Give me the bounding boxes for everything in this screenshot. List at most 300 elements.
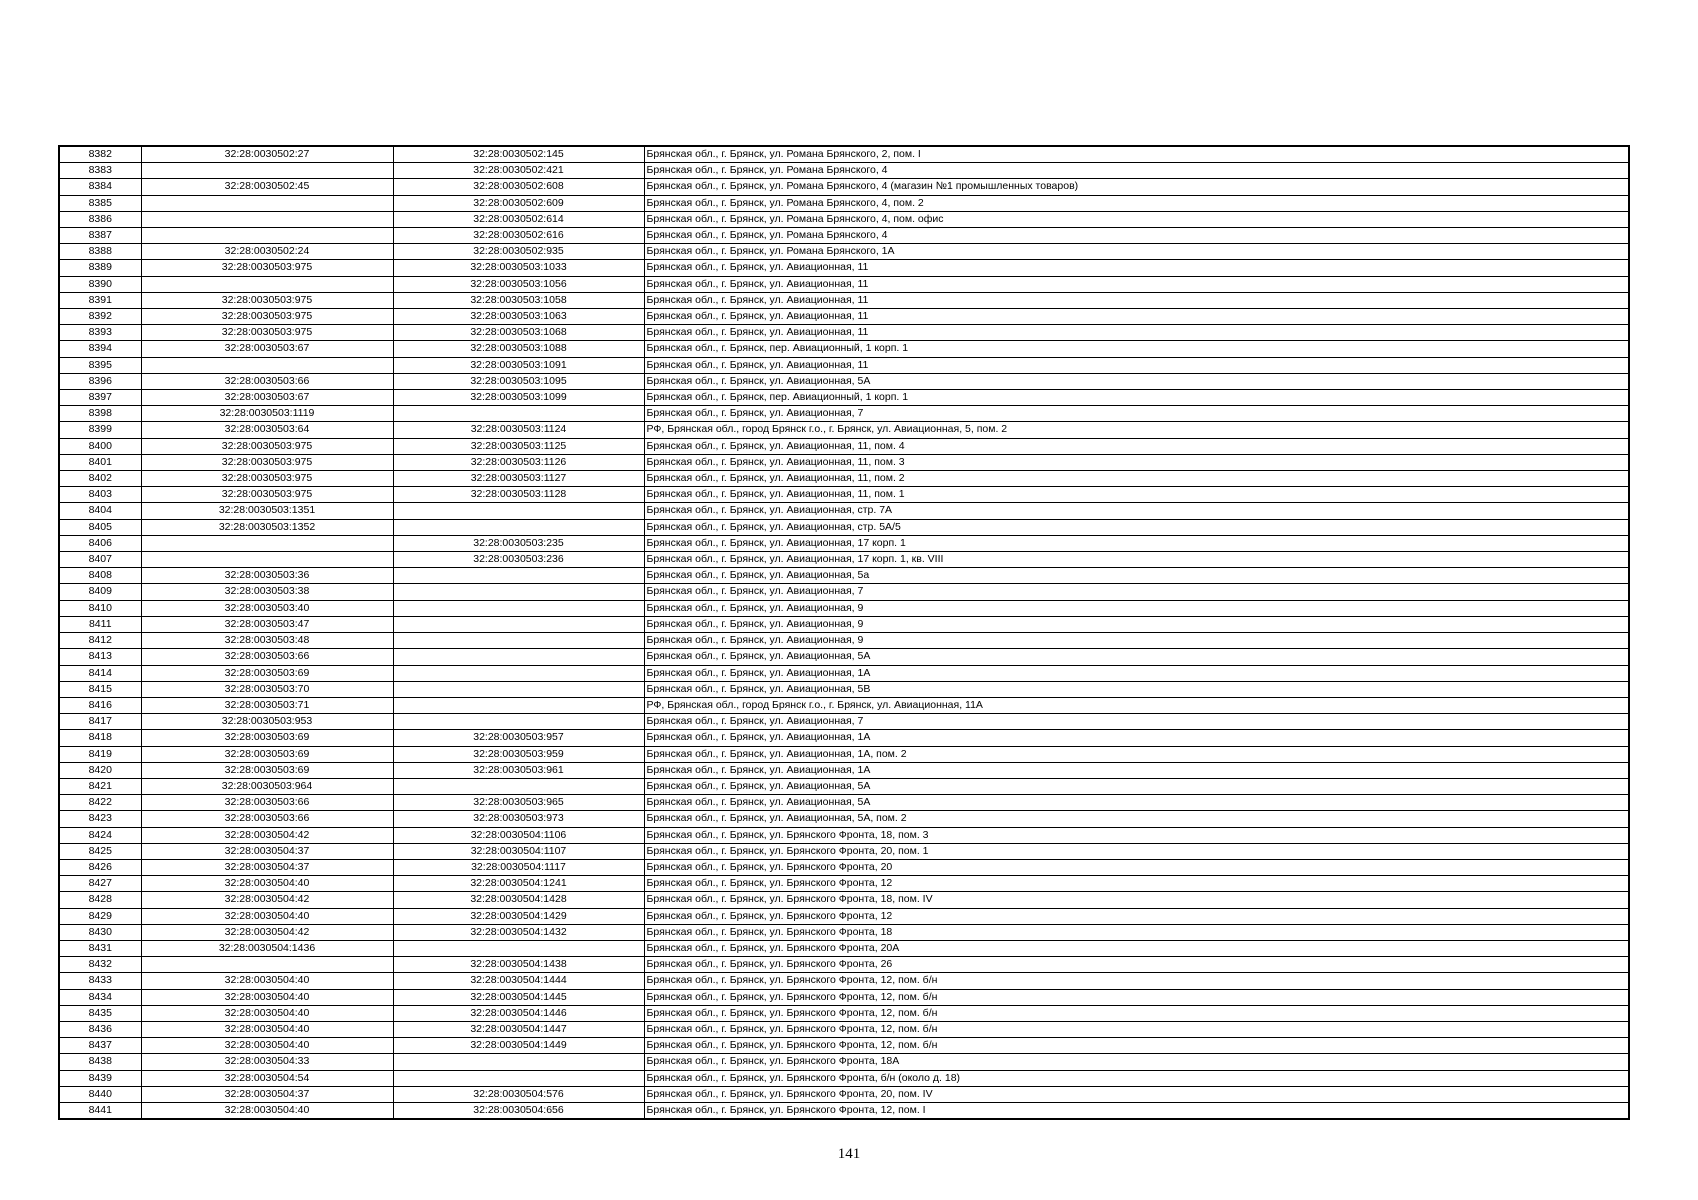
- row-number-cell: 8441: [59, 1102, 141, 1119]
- table-row: [59, 940, 1629, 956]
- row-number-cell: 8396: [59, 373, 141, 389]
- object-cadastral-number-cell: 32:28:0030503:1124: [393, 422, 644, 438]
- address-cell: Брянская обл., г. Брянск, ул. Авиационная, 1А: [644, 665, 1629, 681]
- land-cadastral-number-cell: 32:28:0030503:67: [141, 390, 393, 406]
- row-number-cell: 8405: [59, 519, 141, 535]
- row-number-cell: 8384: [59, 179, 141, 195]
- registry-sheet: [58, 145, 1628, 1120]
- land-cadastral-number-cell: 32:28:0030503:69: [141, 730, 393, 746]
- row-number-cell: 8410: [59, 600, 141, 616]
- land-cadastral-number-cell: 32:28:0030504:40: [141, 989, 393, 1005]
- row-number-cell: 8433: [59, 973, 141, 989]
- address-cell: Брянская обл., г. Брянск, ул. Авиационная, 11, пом. 2: [644, 471, 1629, 487]
- object-cadastral-number-cell: [393, 568, 644, 584]
- land-cadastral-number-cell: 32:28:0030504:1436: [141, 940, 393, 956]
- address-cell: Брянская обл., г. Брянск, ул. Романа Брянского, 1А: [644, 244, 1629, 260]
- address-cell: Брянская обл., г. Брянск, ул. Брянского Фронта, 18, пом. 3: [644, 827, 1629, 843]
- row-number-cell: 8392: [59, 309, 141, 325]
- object-cadastral-number-cell: [393, 940, 644, 956]
- table-row: [59, 957, 1629, 973]
- object-cadastral-number-cell: 32:28:0030503:1033: [393, 260, 644, 276]
- land-cadastral-number-cell: [141, 535, 393, 551]
- object-cadastral-number-cell: [393, 503, 644, 519]
- row-number-cell: 8391: [59, 292, 141, 308]
- land-cadastral-number-cell: 32:28:0030502:27: [141, 146, 393, 163]
- object-cadastral-number-cell: 32:28:0030504:1447: [393, 1021, 644, 1037]
- table-row: [59, 843, 1629, 859]
- table-row: [59, 1038, 1629, 1054]
- address-cell: Брянская обл., г. Брянск, ул. Авиационная, 11: [644, 325, 1629, 341]
- table-row: [59, 276, 1629, 292]
- table-row: [59, 924, 1629, 940]
- row-number-cell: 8388: [59, 244, 141, 260]
- row-number-cell: 8438: [59, 1054, 141, 1070]
- land-cadastral-number-cell: 32:28:0030503:71: [141, 697, 393, 713]
- address-cell: Брянская обл., г. Брянск, ул. Авиационная, 11: [644, 292, 1629, 308]
- address-cell: Брянская обл., г. Брянск, ул. Авиационная, 9: [644, 616, 1629, 632]
- table-row: [59, 211, 1629, 227]
- row-number-cell: 8394: [59, 341, 141, 357]
- object-cadastral-number-cell: 32:28:0030503:961: [393, 762, 644, 778]
- object-cadastral-number-cell: 32:28:0030504:1106: [393, 827, 644, 843]
- table-row: [59, 1021, 1629, 1037]
- row-number-cell: 8408: [59, 568, 141, 584]
- table-row: [59, 568, 1629, 584]
- table-row: [59, 179, 1629, 195]
- row-number-cell: 8432: [59, 957, 141, 973]
- address-cell: Брянская обл., г. Брянск, ул. Романа Брянского, 4 (магазин №1 промышленных товаров): [644, 179, 1629, 195]
- table-row: [59, 260, 1629, 276]
- land-cadastral-number-cell: 32:28:0030503:975: [141, 260, 393, 276]
- land-cadastral-number-cell: 32:28:0030503:70: [141, 681, 393, 697]
- address-cell: Брянская обл., г. Брянск, ул. Брянского Фронта, 12, пом. б/н: [644, 989, 1629, 1005]
- land-cadastral-number-cell: [141, 552, 393, 568]
- table-row: [59, 859, 1629, 875]
- table-row: [59, 390, 1629, 406]
- object-cadastral-number-cell: [393, 600, 644, 616]
- land-cadastral-number-cell: 32:28:0030503:66: [141, 795, 393, 811]
- address-cell: Брянская обл., г. Брянск, ул. Авиационная, 11: [644, 260, 1629, 276]
- object-cadastral-number-cell: 32:28:0030503:235: [393, 535, 644, 551]
- address-cell: Брянская обл., г. Брянск, ул. Романа Брянского, 4, пом. офис: [644, 211, 1629, 227]
- row-number-cell: 8383: [59, 163, 141, 179]
- object-cadastral-number-cell: 32:28:0030503:1095: [393, 373, 644, 389]
- land-cadastral-number-cell: 32:28:0030504:42: [141, 827, 393, 843]
- land-cadastral-number-cell: 32:28:0030503:975: [141, 487, 393, 503]
- table-row: [59, 584, 1629, 600]
- land-cadastral-number-cell: 32:28:0030503:47: [141, 616, 393, 632]
- table-row: [59, 503, 1629, 519]
- object-cadastral-number-cell: 32:28:0030504:1432: [393, 924, 644, 940]
- row-number-cell: 8403: [59, 487, 141, 503]
- row-number-cell: 8427: [59, 876, 141, 892]
- object-cadastral-number-cell: 32:28:0030503:1127: [393, 471, 644, 487]
- object-cadastral-number-cell: 32:28:0030503:1125: [393, 438, 644, 454]
- row-number-cell: 8431: [59, 940, 141, 956]
- row-number-cell: 8439: [59, 1070, 141, 1086]
- address-cell: Брянская обл., г. Брянск, ул. Авиационная, 5А: [644, 649, 1629, 665]
- address-cell: Брянская обл., г. Брянск, ул. Авиационная, стр. 5А/5: [644, 519, 1629, 535]
- row-number-cell: 8425: [59, 843, 141, 859]
- land-cadastral-number-cell: [141, 211, 393, 227]
- land-cadastral-number-cell: 32:28:0030504:40: [141, 908, 393, 924]
- table-row: [59, 519, 1629, 535]
- land-cadastral-number-cell: 32:28:0030504:42: [141, 924, 393, 940]
- object-cadastral-number-cell: 32:28:0030503:236: [393, 552, 644, 568]
- address-cell: Брянская обл., г. Брянск, ул. Авиационная, 9: [644, 633, 1629, 649]
- land-cadastral-number-cell: 32:28:0030503:69: [141, 746, 393, 762]
- row-number-cell: 8411: [59, 616, 141, 632]
- object-cadastral-number-cell: 32:28:0030504:1429: [393, 908, 644, 924]
- object-cadastral-number-cell: [393, 633, 644, 649]
- row-number-cell: 8417: [59, 714, 141, 730]
- row-number-cell: 8436: [59, 1021, 141, 1037]
- land-cadastral-number-cell: 32:28:0030503:66: [141, 811, 393, 827]
- object-cadastral-number-cell: 32:28:0030502:614: [393, 211, 644, 227]
- row-number-cell: 8423: [59, 811, 141, 827]
- row-number-cell: 8418: [59, 730, 141, 746]
- address-cell: Брянская обл., г. Брянск, ул. Авиационная, 11: [644, 276, 1629, 292]
- address-cell: Брянская обл., г. Брянск, ул. Авиационная, 17 корп. 1: [644, 535, 1629, 551]
- address-cell: Брянская обл., г. Брянск, ул. Авиационная, 5А: [644, 778, 1629, 794]
- row-number-cell: 8428: [59, 892, 141, 908]
- object-cadastral-number-cell: [393, 519, 644, 535]
- land-cadastral-number-cell: 32:28:0030504:37: [141, 843, 393, 859]
- object-cadastral-number-cell: 32:28:0030503:1091: [393, 357, 644, 373]
- table-row: [59, 681, 1629, 697]
- object-cadastral-number-cell: 32:28:0030504:576: [393, 1086, 644, 1102]
- land-cadastral-number-cell: 32:28:0030503:66: [141, 649, 393, 665]
- address-cell: Брянская обл., г. Брянск, ул. Авиационная, 5А: [644, 795, 1629, 811]
- address-cell: Брянская обл., г. Брянск, ул. Авиационная, 7: [644, 714, 1629, 730]
- table-row: [59, 454, 1629, 470]
- land-cadastral-number-cell: 32:28:0030503:975: [141, 471, 393, 487]
- land-cadastral-number-cell: 32:28:0030504:42: [141, 892, 393, 908]
- land-cadastral-number-cell: [141, 276, 393, 292]
- land-cadastral-number-cell: 32:28:0030503:975: [141, 438, 393, 454]
- table-row: [59, 827, 1629, 843]
- row-number-cell: 8398: [59, 406, 141, 422]
- land-cadastral-number-cell: 32:28:0030503:67: [141, 341, 393, 357]
- row-number-cell: 8426: [59, 859, 141, 875]
- row-number-cell: 8390: [59, 276, 141, 292]
- object-cadastral-number-cell: 32:28:0030504:1107: [393, 843, 644, 859]
- land-cadastral-number-cell: 32:28:0030503:36: [141, 568, 393, 584]
- table-row: [59, 309, 1629, 325]
- row-number-cell: 8440: [59, 1086, 141, 1102]
- table-row: [59, 989, 1629, 1005]
- table-row: [59, 146, 1629, 163]
- object-cadastral-number-cell: 32:28:0030504:1117: [393, 859, 644, 875]
- object-cadastral-number-cell: 32:28:0030503:957: [393, 730, 644, 746]
- land-cadastral-number-cell: 32:28:0030502:24: [141, 244, 393, 260]
- table-row: [59, 714, 1629, 730]
- row-number-cell: 8422: [59, 795, 141, 811]
- registry-table: [58, 145, 1630, 1120]
- row-number-cell: 8415: [59, 681, 141, 697]
- table-row: [59, 292, 1629, 308]
- address-cell: Брянская обл., г. Брянск, ул. Авиационная, 11, пом. 3: [644, 454, 1629, 470]
- object-cadastral-number-cell: 32:28:0030503:1088: [393, 341, 644, 357]
- table-row: [59, 325, 1629, 341]
- address-cell: Брянская обл., г. Брянск, ул. Авиационная, 11: [644, 357, 1629, 373]
- table-row: [59, 422, 1629, 438]
- row-number-cell: 8412: [59, 633, 141, 649]
- address-cell: Брянская обл., г. Брянск, ул. Брянского Фронта, 20, пом. 1: [644, 843, 1629, 859]
- object-cadastral-number-cell: [393, 1070, 644, 1086]
- row-number-cell: 8424: [59, 827, 141, 843]
- row-number-cell: 8437: [59, 1038, 141, 1054]
- address-cell: Брянская обл., г. Брянск, ул. Авиационная, 5А, пом. 2: [644, 811, 1629, 827]
- table-row: [59, 487, 1629, 503]
- object-cadastral-number-cell: 32:28:0030504:1446: [393, 1005, 644, 1021]
- table-row: [59, 552, 1629, 568]
- table-row: [59, 697, 1629, 713]
- object-cadastral-number-cell: [393, 681, 644, 697]
- table-row: [59, 195, 1629, 211]
- address-cell: Брянская обл., г. Брянск, ул. Брянского Фронта, 20А: [644, 940, 1629, 956]
- land-cadastral-number-cell: 32:28:0030504:40: [141, 876, 393, 892]
- table-row: [59, 892, 1629, 908]
- object-cadastral-number-cell: 32:28:0030502:935: [393, 244, 644, 260]
- land-cadastral-number-cell: 32:28:0030503:964: [141, 778, 393, 794]
- table-row: [59, 778, 1629, 794]
- object-cadastral-number-cell: 32:28:0030502:145: [393, 146, 644, 163]
- object-cadastral-number-cell: 32:28:0030504:1449: [393, 1038, 644, 1054]
- object-cadastral-number-cell: 32:28:0030502:608: [393, 179, 644, 195]
- object-cadastral-number-cell: [393, 616, 644, 632]
- object-cadastral-number-cell: 32:28:0030502:421: [393, 163, 644, 179]
- land-cadastral-number-cell: 32:28:0030503:64: [141, 422, 393, 438]
- land-cadastral-number-cell: 32:28:0030503:66: [141, 373, 393, 389]
- address-cell: Брянская обл., г. Брянск, ул. Романа Брянского, 2, пом. I: [644, 146, 1629, 163]
- address-cell: Брянская обл., г. Брянск, ул. Романа Брянского, 4: [644, 163, 1629, 179]
- row-number-cell: 8393: [59, 325, 141, 341]
- table-row: [59, 762, 1629, 778]
- object-cadastral-number-cell: [393, 406, 644, 422]
- address-cell: Брянская обл., г. Брянск, ул. Романа Брянского, 4: [644, 228, 1629, 244]
- table-row: [59, 746, 1629, 762]
- row-number-cell: 8413: [59, 649, 141, 665]
- row-number-cell: 8435: [59, 1005, 141, 1021]
- address-cell: Брянская обл., г. Брянск, ул. Авиационная, 5а: [644, 568, 1629, 584]
- table-row: [59, 908, 1629, 924]
- table-row: [59, 665, 1629, 681]
- object-cadastral-number-cell: 32:28:0030502:616: [393, 228, 644, 244]
- table-row: [59, 471, 1629, 487]
- object-cadastral-number-cell: [393, 584, 644, 600]
- land-cadastral-number-cell: 32:28:0030504:37: [141, 859, 393, 875]
- land-cadastral-number-cell: 32:28:0030503:1352: [141, 519, 393, 535]
- row-number-cell: 8406: [59, 535, 141, 551]
- table-row: [59, 633, 1629, 649]
- land-cadastral-number-cell: [141, 957, 393, 973]
- address-cell: Брянская обл., г. Брянск, ул. Авиационная, 7: [644, 584, 1629, 600]
- row-number-cell: 8395: [59, 357, 141, 373]
- registry-table-body: [59, 146, 1629, 1119]
- land-cadastral-number-cell: 32:28:0030502:45: [141, 179, 393, 195]
- object-cadastral-number-cell: 32:28:0030503:1063: [393, 309, 644, 325]
- table-row: [59, 1102, 1629, 1119]
- land-cadastral-number-cell: 32:28:0030504:40: [141, 1038, 393, 1054]
- row-number-cell: 8419: [59, 746, 141, 762]
- address-cell: Брянская обл., г. Брянск, ул. Авиационная, 1А, пом. 2: [644, 746, 1629, 762]
- land-cadastral-number-cell: 32:28:0030503:1351: [141, 503, 393, 519]
- object-cadastral-number-cell: [393, 714, 644, 730]
- table-row: [59, 876, 1629, 892]
- address-cell: Брянская обл., г. Брянск, ул. Брянского Фронта, 20: [644, 859, 1629, 875]
- address-cell: Брянская обл., г. Брянск, ул. Авиационная, 9: [644, 600, 1629, 616]
- address-cell: Брянская обл., г. Брянск, ул. Авиационная, 11: [644, 309, 1629, 325]
- address-cell: Брянская обл., г. Брянск, ул. Брянского Фронта, 18: [644, 924, 1629, 940]
- object-cadastral-number-cell: 32:28:0030502:609: [393, 195, 644, 211]
- object-cadastral-number-cell: 32:28:0030503:1126: [393, 454, 644, 470]
- address-cell: Брянская обл., г. Брянск, ул. Авиационная, 17 корп. 1, кв. VIII: [644, 552, 1629, 568]
- address-cell: Брянская обл., г. Брянск, ул. Авиационная, 11, пом. 4: [644, 438, 1629, 454]
- address-cell: Брянская обл., г. Брянск, ул. Романа Брянского, 4, пом. 2: [644, 195, 1629, 211]
- land-cadastral-number-cell: [141, 163, 393, 179]
- object-cadastral-number-cell: 32:28:0030504:1241: [393, 876, 644, 892]
- object-cadastral-number-cell: 32:28:0030503:959: [393, 746, 644, 762]
- address-cell: Брянская обл., г. Брянск, ул. Брянского Фронта, 26: [644, 957, 1629, 973]
- row-number-cell: 8389: [59, 260, 141, 276]
- object-cadastral-number-cell: 32:28:0030504:1428: [393, 892, 644, 908]
- table-row: [59, 438, 1629, 454]
- land-cadastral-number-cell: 32:28:0030504:33: [141, 1054, 393, 1070]
- row-number-cell: 8420: [59, 762, 141, 778]
- address-cell: Брянская обл., г. Брянск, ул. Брянского Фронта, 12, пом. I: [644, 1102, 1629, 1119]
- address-cell: Брянская обл., г. Брянск, ул. Брянского Фронта, 20, пом. IV: [644, 1086, 1629, 1102]
- table-row: [59, 1054, 1629, 1070]
- object-cadastral-number-cell: 32:28:0030503:1099: [393, 390, 644, 406]
- table-row: [59, 1005, 1629, 1021]
- table-row: [59, 730, 1629, 746]
- address-cell: РФ, Брянская обл., город Брянск г.о., г. Брянск, ул. Авиационная, 11А: [644, 697, 1629, 713]
- table-row: [59, 244, 1629, 260]
- object-cadastral-number-cell: 32:28:0030503:1068: [393, 325, 644, 341]
- address-cell: Брянская обл., г. Брянск, ул. Брянского Фронта, 18, пом. IV: [644, 892, 1629, 908]
- table-row: [59, 341, 1629, 357]
- row-number-cell: 8407: [59, 552, 141, 568]
- land-cadastral-number-cell: 32:28:0030503:69: [141, 665, 393, 681]
- object-cadastral-number-cell: [393, 649, 644, 665]
- row-number-cell: 8397: [59, 390, 141, 406]
- object-cadastral-number-cell: 32:28:0030503:965: [393, 795, 644, 811]
- land-cadastral-number-cell: 32:28:0030503:69: [141, 762, 393, 778]
- land-cadastral-number-cell: 32:28:0030503:975: [141, 325, 393, 341]
- table-row: [59, 616, 1629, 632]
- land-cadastral-number-cell: 32:28:0030503:38: [141, 584, 393, 600]
- land-cadastral-number-cell: 32:28:0030504:54: [141, 1070, 393, 1086]
- land-cadastral-number-cell: 32:28:0030504:40: [141, 1102, 393, 1119]
- address-cell: Брянская обл., г. Брянск, ул. Авиационная, 7: [644, 406, 1629, 422]
- land-cadastral-number-cell: 32:28:0030503:48: [141, 633, 393, 649]
- table-row: [59, 1070, 1629, 1086]
- row-number-cell: 8404: [59, 503, 141, 519]
- address-cell: Брянская обл., г. Брянск, ул. Авиационная, 5В: [644, 681, 1629, 697]
- address-cell: Брянская обл., г. Брянск, ул. Авиационная, 1А: [644, 730, 1629, 746]
- address-cell: Брянская обл., г. Брянск, ул. Авиационная, 1А: [644, 762, 1629, 778]
- land-cadastral-number-cell: 32:28:0030503:1119: [141, 406, 393, 422]
- land-cadastral-number-cell: 32:28:0030504:37: [141, 1086, 393, 1102]
- land-cadastral-number-cell: [141, 195, 393, 211]
- row-number-cell: 8434: [59, 989, 141, 1005]
- address-cell: РФ, Брянская обл., город Брянск г.о., г. Брянск, ул. Авиационная, 5, пом. 2: [644, 422, 1629, 438]
- address-cell: Брянская обл., г. Брянск, ул. Брянского Фронта, 12: [644, 908, 1629, 924]
- row-number-cell: 8401: [59, 454, 141, 470]
- address-cell: Брянская обл., г. Брянск, ул. Брянского Фронта, 12: [644, 876, 1629, 892]
- land-cadastral-number-cell: 32:28:0030503:975: [141, 292, 393, 308]
- table-row: [59, 649, 1629, 665]
- land-cadastral-number-cell: 32:28:0030503:975: [141, 309, 393, 325]
- row-number-cell: 8385: [59, 195, 141, 211]
- land-cadastral-number-cell: [141, 228, 393, 244]
- land-cadastral-number-cell: 32:28:0030504:40: [141, 973, 393, 989]
- page-number: 141: [837, 1146, 861, 1162]
- address-cell: Брянская обл., г. Брянск, ул. Брянского Фронта, 18А: [644, 1054, 1629, 1070]
- address-cell: Брянская обл., г. Брянск, ул. Брянского Фронта, 12, пом. б/н: [644, 1038, 1629, 1054]
- object-cadastral-number-cell: 32:28:0030503:1128: [393, 487, 644, 503]
- address-cell: Брянская обл., г. Брянск, пер. Авиационный, 1 корп. 1: [644, 390, 1629, 406]
- row-number-cell: 8429: [59, 908, 141, 924]
- row-number-cell: 8400: [59, 438, 141, 454]
- table-row: [59, 357, 1629, 373]
- object-cadastral-number-cell: [393, 665, 644, 681]
- table-row: [59, 228, 1629, 244]
- object-cadastral-number-cell: [393, 1054, 644, 1070]
- table-row: [59, 163, 1629, 179]
- object-cadastral-number-cell: 32:28:0030504:1444: [393, 973, 644, 989]
- land-cadastral-number-cell: 32:28:0030503:953: [141, 714, 393, 730]
- object-cadastral-number-cell: 32:28:0030504:1445: [393, 989, 644, 1005]
- row-number-cell: 8387: [59, 228, 141, 244]
- table-row: [59, 973, 1629, 989]
- address-cell: Брянская обл., г. Брянск, ул. Брянского Фронта, 12, пом. б/н: [644, 1005, 1629, 1021]
- object-cadastral-number-cell: [393, 778, 644, 794]
- row-number-cell: 8382: [59, 146, 141, 163]
- row-number-cell: 8421: [59, 778, 141, 794]
- address-cell: Брянская обл., г. Брянск, ул. Авиационная, 11, пом. 1: [644, 487, 1629, 503]
- table-row: [59, 373, 1629, 389]
- object-cadastral-number-cell: 32:28:0030503:1056: [393, 276, 644, 292]
- table-row: [59, 406, 1629, 422]
- object-cadastral-number-cell: 32:28:0030503:973: [393, 811, 644, 827]
- object-cadastral-number-cell: 32:28:0030503:1058: [393, 292, 644, 308]
- address-cell: Брянская обл., г. Брянск, ул. Брянского Фронта, 12, пом. б/н: [644, 1021, 1629, 1037]
- table-row: [59, 535, 1629, 551]
- table-row: [59, 600, 1629, 616]
- row-number-cell: 8414: [59, 665, 141, 681]
- land-cadastral-number-cell: 32:28:0030503:975: [141, 454, 393, 470]
- address-cell: Брянская обл., г. Брянск, ул. Брянского Фронта, 12, пом. б/н: [644, 973, 1629, 989]
- row-number-cell: 8399: [59, 422, 141, 438]
- land-cadastral-number-cell: [141, 357, 393, 373]
- object-cadastral-number-cell: 32:28:0030504:656: [393, 1102, 644, 1119]
- row-number-cell: 8416: [59, 697, 141, 713]
- table-row: [59, 795, 1629, 811]
- table-row: [59, 811, 1629, 827]
- address-cell: Брянская обл., г. Брянск, ул. Авиационная, 5А: [644, 373, 1629, 389]
- land-cadastral-number-cell: 32:28:0030504:40: [141, 1021, 393, 1037]
- row-number-cell: 8409: [59, 584, 141, 600]
- address-cell: Брянская обл., г. Брянск, ул. Брянского Фронта, б/н (около д. 18): [644, 1070, 1629, 1086]
- object-cadastral-number-cell: [393, 697, 644, 713]
- land-cadastral-number-cell: 32:28:0030504:40: [141, 1005, 393, 1021]
- row-number-cell: 8402: [59, 471, 141, 487]
- table-row: [59, 1086, 1629, 1102]
- land-cadastral-number-cell: 32:28:0030503:40: [141, 600, 393, 616]
- object-cadastral-number-cell: 32:28:0030504:1438: [393, 957, 644, 973]
